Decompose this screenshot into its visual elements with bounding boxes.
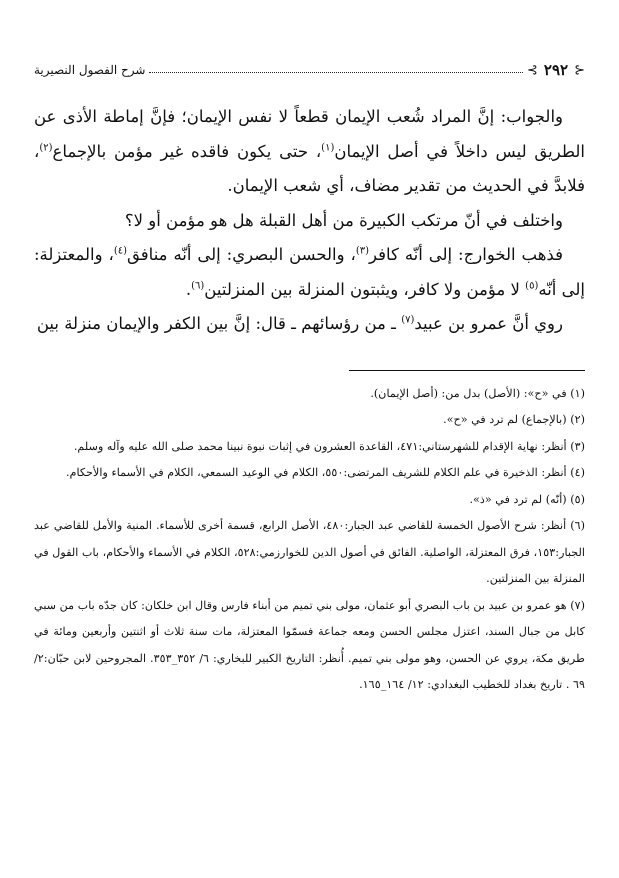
footnote-text: أنظر: نهاية الإقدام للشهرستاني:٤٧١، القاعدة العشرون في إثبات نبوة نبينا محمد صلى الله عليه وآله وسلم. [73, 439, 567, 453]
ornament-icon: ⊰ [574, 62, 585, 78]
text-run: ـ من رؤسائهم ـ قال: إنَّ بين الكفر والإيمان منزلة بين [36, 314, 402, 333]
footnote-text: في «ح»: (الأصل) بدل من: (أصل الإيمان). [370, 386, 567, 400]
text-run: ، والمعتزلة: إلى أنّه [34, 245, 585, 299]
footnote-number: (٢) [570, 413, 585, 426]
footnote-ref[interactable]: (٣) [355, 245, 370, 257]
footnote-number: (١) [570, 386, 585, 400]
page-header [34, 50, 585, 90]
footnote-text: أنظر: الذخيرة في علم الكلام للشريف المرتضى:٥٥٠، الكلام في الوعيد السمعي، الكلام في الأسماء والأحكام. [66, 466, 567, 479]
text-run: فذهب الخوارج: إلى أنّه كافر [369, 245, 563, 264]
paragraph-views [34, 238, 585, 307]
ornament-icon: ⊱ [527, 62, 538, 78]
footnote-ref[interactable]: (١) [321, 142, 335, 153]
footnote-number: (٧) [570, 598, 585, 612]
running-title: شرح الفصول النصيرية [34, 63, 146, 77]
text-run: روي أنَّ عمرو بن عبيد [414, 314, 563, 333]
text-run: ، والحسن البصري: إلى أنّه منافق [127, 245, 356, 264]
footnote-item [34, 513, 585, 593]
paragraph-answer [34, 100, 585, 204]
footnote-number: (٦) [570, 519, 585, 532]
paragraph-question: واختلف في أنّ مرتكب الكبيرة من أهل القبلة هل هو مؤمن أو لا؟ [124, 210, 563, 230]
footnote-ref[interactable]: (٦) [191, 280, 205, 291]
footnote-ref[interactable]: (٧) [401, 314, 415, 326]
footnote-item [34, 593, 585, 699]
footnote-number: (٣) [570, 439, 585, 453]
footnote-item [34, 434, 585, 461]
footnote-item [34, 407, 585, 434]
text-run: والجواب: إنَّ المراد شُعب الإيمان قطعاً لا نفس الإيمان؛ فإنَّ إماطة الأذى عن الطريق ليس داخلاً في أصل الإيمان [34, 107, 585, 161]
text-run: . [185, 279, 192, 299]
footnotes [34, 381, 585, 699]
text-run: ، فلابدَّ في الحديث من تقدير مضاف، أي شعب الإيمان. [34, 141, 585, 195]
footnote-ref[interactable]: (٤) [113, 245, 128, 257]
footnote-item [34, 460, 585, 487]
footnote-text: أنظر: شرح الأصول الخمسة للقاضي عبد الجبار:٤٨٠، الأصل الرابع، قسمة أخرى للأسماء. المنية والأمل للقاضي عبد الجبار:١٥٣، فرق المعتزلة، الواصلية. الفائق في أصول الدين للخوارزمي:٥٢٨، الكلام في الأسماء والأحكام، باب القول في المنزلة بين المنزلتين. [34, 519, 585, 585]
footnote-number: (٥) [570, 492, 585, 506]
footnote-text: هو عمرو بن عبيد بن باب البصري أبو عثمان، مولى بني تميم من أبناء فارس وقال ابن خلكان: كان جدّه باب من سبي كابل من جبال السند، اعتزل مجلس الحسن ومعه جماعة فسمّوا المعتزلة، مات سنة ثلاث أو اثنتين وأربعين ومائة في طريق مكة، يروي عن الحسن، وهو مولى بني تميم. أُنظر: التاريخ الكبير للبخاري: ٦/ ٣٥٢_٣٥٣. المجروحين لابن حبّان:٢/ ٦٩ . تاريخ بغداد للخطيب البغدادي: ١٢/ ١٦٤_١٦٥. [34, 598, 585, 691]
main-text [34, 100, 585, 342]
paragraph-narration [34, 307, 585, 342]
footnote-ref[interactable]: (٥) [525, 280, 539, 291]
page-number: ٢٩٢ [543, 61, 569, 79]
footnote-separator [349, 370, 585, 371]
header-dotted-leader [149, 64, 523, 73]
footnote-ref[interactable]: (٢) [39, 142, 53, 153]
footnote-item [34, 487, 585, 514]
footnote-number: (٤) [570, 466, 585, 479]
text-run: ، حتى يكون فاقده غير مؤمن بالإجماع [52, 141, 322, 161]
footnote-text: (بالإجماع) لم ترد في «ح». [443, 413, 567, 426]
book-page [34, 50, 585, 699]
footnote-text: (أنّه) لم ترد في «ذ». [469, 492, 567, 506]
footnote-item [34, 381, 585, 408]
text-run: لا مؤمن ولا كافر، ويثبتون المنزلة بين المنزلتين [204, 279, 526, 299]
